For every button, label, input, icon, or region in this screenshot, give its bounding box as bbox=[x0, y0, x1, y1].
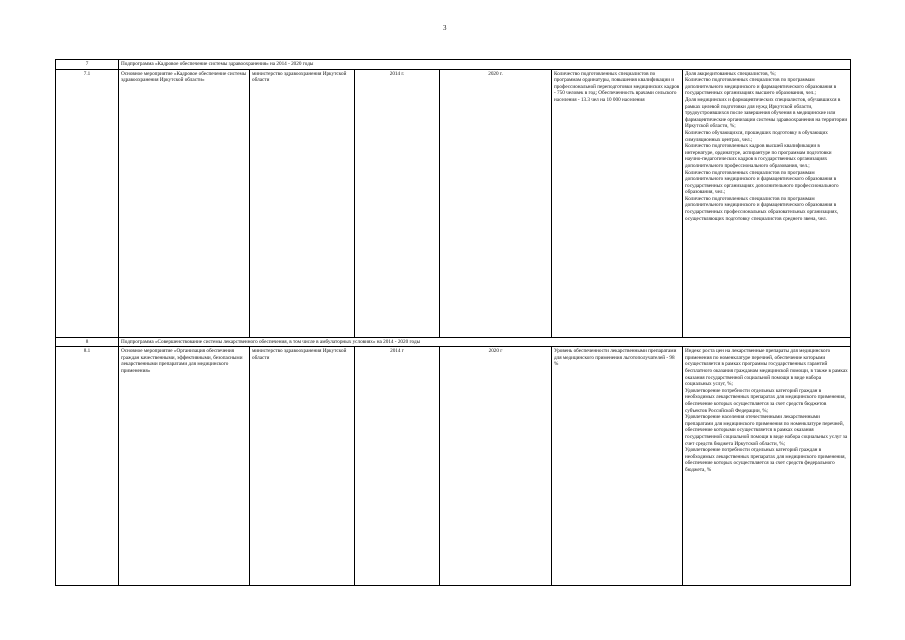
subprogram-title: Подпрограмма «Совершенствование системы лекарственного обеспечения, в том числе в амбулаторных условиях» на 2014 - 2020 годы bbox=[119, 337, 851, 347]
indicator-line: Количество подготовленных специалистов по программам дополнительного медицинского и фармацевтического образования в государственных организациях высшего образования, чел.; bbox=[685, 77, 837, 97]
activity-executor: министерство здравоохранения Иркутской области bbox=[250, 347, 355, 586]
activity-row-8-1 bbox=[56, 347, 851, 586]
indicator-line: Удовлетворение населения отечественными лекарственными препаратами для медицинского применения по номенклатуре перечней, обеспечение которыми осуществляется в рамках оказания государственной социальной помощи в виде набора социальных услуг за счет средств бюджета Иркутской области, %; bbox=[685, 414, 848, 447]
subprogram-number: 7 bbox=[56, 60, 119, 70]
indicator-line: Доля аккредитованных специалистов, %; bbox=[685, 70, 776, 77]
activity-number: 8.1 bbox=[56, 347, 119, 586]
indicator-line: Доля медицинских и фармацевтических специалистов, обучавшихся в рамках целевой подготовки для нужд Иркутской области, трудоустроившихся после завершения обучения в медицинские или фармацевтические организации системы здравоохранения на территории Иркутской области, %; bbox=[685, 96, 848, 130]
subprogram-row-7 bbox=[56, 60, 851, 70]
subprogram-row-8 bbox=[56, 337, 851, 347]
activity-indicators bbox=[683, 69, 851, 337]
indicator-line: Количество подготовленных кадров высшей квалификации в интернатуре, ординатуре, аспирантуре по программам подготовки научно-педагогических кадров в государственных организациях дополнительного профессионального образования, чел.; bbox=[685, 143, 832, 169]
activity-name: Основное мероприятие «Организация обеспечения граждан качественными, эффективными, безопасными лекарственными препаратами для медицинского применения» bbox=[119, 347, 250, 586]
activity-indicators bbox=[683, 347, 851, 586]
activity-end-year: 2020 г bbox=[440, 347, 552, 586]
page-number: 3 bbox=[443, 24, 447, 32]
activity-number: 7.1 bbox=[56, 69, 119, 337]
activity-row-7-1 bbox=[56, 69, 851, 337]
subprogram-number: 8 bbox=[56, 337, 119, 347]
indicator-line: Количество подготовленных специалистов по программам дополнительного медицинского и фармацевтического образования в государственных организациях дополнительного профессионального образования, чел.; bbox=[685, 169, 839, 196]
activity-end-year: 2020 г. bbox=[440, 69, 552, 337]
activity-start-year: 2014 г bbox=[355, 347, 440, 586]
activity-name: Основное мероприятие «Кадровое обеспечение системы здравоохранения Иркутской области» bbox=[119, 69, 250, 337]
activity-expected-result: Количество подготовленных специалистов по программам ординатуры, повышения квалификации и профессиональной переподготовки медицинских кадров - 750 человек в год; Обеспеченность врачами сельского населения - 13.3 чел на 10 000 населения bbox=[552, 69, 683, 337]
program-table bbox=[55, 59, 851, 586]
indicator-line: Удовлетворение потребности отдельных категорий граждан в необходимых лекарственных препаратах для медицинского применения, обеспечение которых осуществляется за счет средств бюджетов субъектов Российской Федерации, %; bbox=[685, 387, 846, 414]
indicator-line: Удовлетворение потребности отдельных категорий граждан в необходимых лекарственных препаратах для медицинского применения, обеспечение которых осуществляется за счет средств федерального бюджета, % bbox=[685, 447, 846, 473]
activity-expected-result: Уровень обеспеченности лекарственными препаратами для медицинского применения льготополучателей - 98 % bbox=[552, 347, 683, 586]
activity-executor: министерство здравоохранения Иркутской области bbox=[250, 69, 355, 337]
subprogram-title: Подпрограмма «Кадровое обеспечение системы здравоохранения» на 2014 - 2020 годы bbox=[119, 60, 851, 70]
indicator-line: Количество обучающихся, прошедших подготовку в обучающих симуляционных центрах, чел.; bbox=[685, 129, 828, 143]
activity-start-year: 2014 г. bbox=[355, 69, 440, 337]
indicator-line: Индекс роста цен на лекарственные препараты для медицинского применения по номенклатуре перечней, обеспечение которыми осуществляется в рамках программы государственных гарантий бесплатного оказания гражданам медицинской помощи, в также в рамках оказания государственной социальной помощи в виде набора социальных услуг, %; bbox=[685, 348, 848, 388]
indicator-line: Количество подготовленных специалистов по программам дополнительного медицинского и фармацевтического образования в государственных профессиональных образовательных организациях, осуществляющих подготовку специалистов среднего звена, чел. bbox=[685, 195, 839, 222]
